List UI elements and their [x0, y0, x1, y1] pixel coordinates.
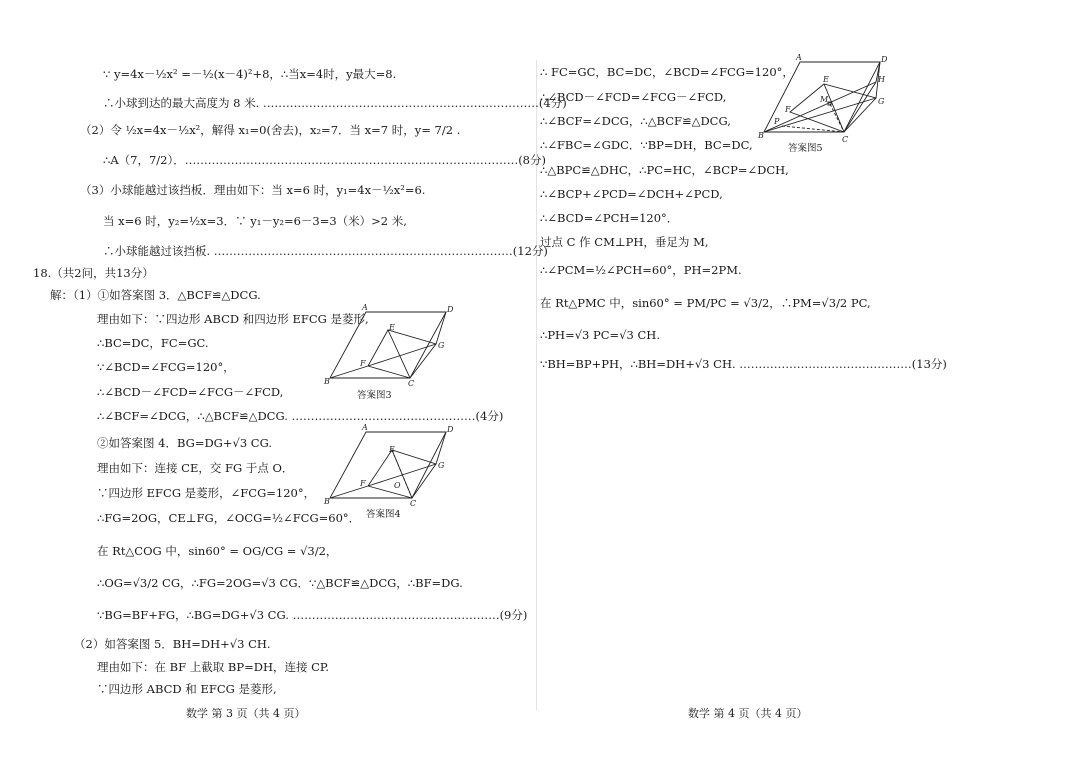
text-line: ∵ y=4x－½x² =－½(x－4)²+8，∴当x=4时，y最大=8.	[103, 67, 397, 81]
vertex-label: M	[820, 95, 829, 104]
text-line: ∴∠FBC=∠GDC．∵BP=DH，BC=DC,	[540, 138, 753, 152]
text-line: 在 Rt△PMC 中，sin60° = PM/PC = √3/2，∴PM=√3/2 PC,	[540, 296, 871, 310]
vertex-label: A	[362, 423, 368, 432]
vertex-label: G	[438, 461, 445, 470]
text-line: ∴PH=√3 PC=√3 CH.	[540, 328, 660, 342]
text-line: ∴∠BCD－∠FCD=∠FCG－∠FCD,	[97, 385, 284, 399]
vertex-label: P	[774, 117, 780, 126]
text-line: ∴∠BCP+∠PCD=∠DCH+∠PCD,	[540, 187, 723, 201]
figure-5-caption: 答案图5	[788, 143, 823, 154]
text-line: ∵BG=BF+FG，∴BG=DG+√3 CG. ………………………………………………(9分)	[97, 608, 528, 622]
text-line: ∵四边形 EFCG 是菱形，∠FCG=120°，	[97, 486, 316, 500]
text-line: 在 Rt△COG 中，sin60° = OG/CG = √3/2，	[97, 544, 338, 558]
figure-3-caption: 答案图3	[357, 390, 392, 401]
question-heading: 18.（共2问，共13分）	[33, 266, 154, 280]
vertex-label: B	[324, 377, 330, 386]
vertex-label: E	[823, 75, 829, 84]
text-line: 理由如下：连接 CE，交 FG 于点 O．	[97, 461, 294, 475]
page-footer: 数学 第 4 页（共 4 页）	[688, 707, 808, 720]
text-line: ∴∠BCF=∠DCG，∴△BCF≌△DCG. …………………………………………(4分)	[97, 409, 504, 423]
vertex-label: A	[796, 53, 802, 62]
figure-5	[752, 52, 902, 152]
text-line: ∴∠BCF=∠DCG，∴△BCF≌△DCG,	[540, 114, 731, 128]
vertex-label: C	[410, 499, 417, 508]
text-line: （3）小球能越过该挡板．理由如下：当 x=6 时，y₁=4x－½x²=6.	[80, 183, 426, 197]
text-line: 理由如下：在 BF 上截取 BP=DH，连接 CP.	[97, 660, 329, 674]
figure-3	[318, 300, 468, 400]
vertex-label: B	[758, 131, 764, 140]
text-line: ∴小球能越过该挡板. ……………………………………………………………………(12分)	[103, 244, 548, 258]
vertex-label: D	[447, 425, 454, 434]
text-line: 理由如下：∵四边形 ABCD 和四边形 EFCG 是菱形,	[97, 312, 369, 326]
text-line: 当 x=6 时，y₂=½x=3．∵ y₁－y₂=6－3=3（米）>2 米,	[103, 214, 407, 228]
page-footer: 数学 第 3 页（共 4 页）	[186, 707, 306, 720]
text-line: ∴△BPC≌△DHC，∴PC=HC，∠BCP=∠DCH,	[540, 163, 789, 177]
text-line: ∴FG=2OG，CE⊥FG，∠OCG=½∠FCG=60°．	[97, 511, 361, 525]
text-line: （2）如答案图 5．BH=DH+√3 CH.	[74, 637, 271, 651]
text-line: ∴∠BCD－∠FCD=∠FCG－∠FCD,	[540, 90, 727, 104]
vertex-label: E	[389, 445, 395, 454]
text-line: （2）令 ½x=4x－½x²，解得 x₁=0(舍去)，x₂=7．当 x=7 时，y= 7/2 .	[80, 123, 461, 137]
text-line: ∴OG=√3/2 CG，∴FG=2OG=√3 CG．∵△BCF≌△DCG，∴BF=DG.	[97, 576, 463, 590]
vertex-label: A	[362, 303, 368, 312]
text-line: ∴BC=DC，FC=GC.	[97, 336, 209, 350]
vertex-label: G	[438, 341, 445, 350]
text-line: ∵∠BCD=∠FCG=120°，	[97, 360, 235, 374]
text-line: ∵四边形 ABCD 和 EFCG 是菱形,	[97, 682, 277, 696]
vertex-label: H	[878, 75, 885, 84]
text-line: 解：（1）①如答案图 3．△BCF≌△DCG.	[50, 288, 261, 302]
text-line: 过点 C 作 CM⊥PH，垂足为 M,	[540, 235, 709, 249]
vertex-label: G	[878, 97, 885, 106]
figure-4-caption: 答案图4	[366, 509, 401, 520]
vertex-label: C	[408, 379, 415, 388]
text-line: ∵BH=BP+PH，∴BH=DH+√3 CH. ………………………………………(13分)	[540, 357, 947, 371]
text-line: ②如答案图 4．BG=DG+√3 CG.	[97, 436, 273, 450]
vertex-label: F	[785, 105, 791, 114]
text-line: ∴∠BCD=∠PCH=120°．	[540, 211, 679, 225]
vertex-label: D	[881, 55, 888, 64]
vertex-label: D	[447, 305, 454, 314]
vertex-label: F	[360, 479, 366, 488]
vertex-label: E	[389, 323, 395, 332]
text-line: ∴ FC=GC，BC=DC，∠BCD=∠FCG=120°，	[540, 65, 794, 79]
vertex-label: B	[324, 497, 330, 506]
text-line: ∴A（7，7/2）．……………………………………………………………………………(8分)	[103, 153, 546, 167]
text-line: ∴小球到达的最大高度为 8 米. ………………………………………………………………(4分)	[103, 96, 567, 110]
vertex-label: O	[394, 481, 401, 490]
right-page	[540, 0, 1080, 762]
vertex-label: C	[842, 135, 849, 144]
vertex-label: F	[360, 359, 366, 368]
text-line: ∴∠PCM=½∠PCH=60°，PH=2PM.	[540, 263, 742, 277]
